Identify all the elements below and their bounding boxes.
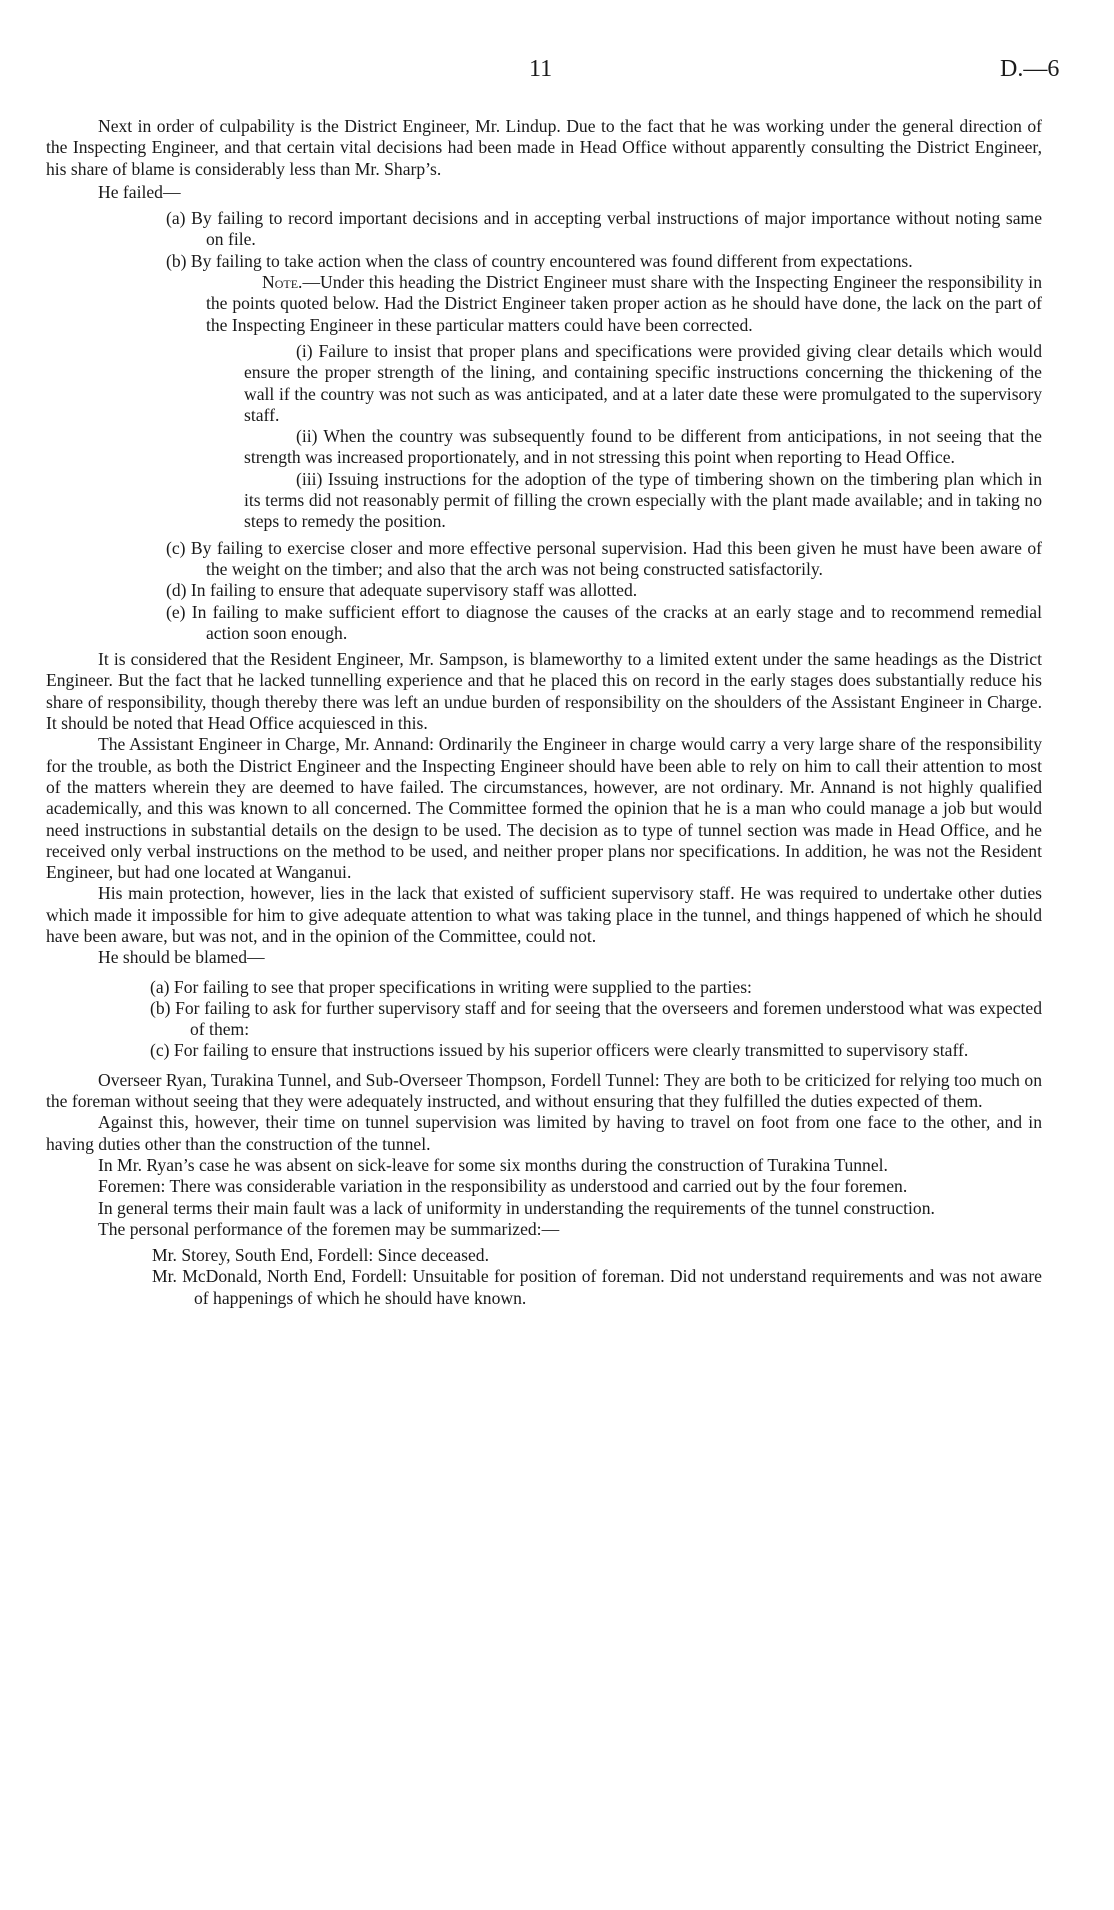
paragraph-foremen: Foremen: There was considerable variation in the responsibility as understood and carried out by the four foremen. [98, 1176, 908, 1197]
foreman-storey: Mr. Storey, South End, Fordell: Since deceased. [152, 1245, 489, 1266]
list-item-lindup-d: (d) In failing to ensure that adequate supervisory staff was allotted. [166, 580, 638, 601]
note-paragraph [46, 272, 1042, 336]
failed-intro: He failed— [98, 181, 181, 202]
paragraph-ryan: In Mr. Ryan’s case he was absent on sick-leave for some six months during the construction of Turakina Tunnel. [98, 1154, 888, 1175]
list-item-roman-iii: (iii) Issuing instructions for the adoption of the type of timbering shown on the timbering plan which in its terms did not reasonably permit of filling the crown especially with the plant made available; and in taking no steps to remedy the position. [244, 468, 1042, 532]
page-number: 11 [529, 56, 553, 82]
paragraph-summary: The personal performance of the foremen may be summarized:— [98, 1218, 560, 1239]
note-text: —Under this heading the District Engineer must share with the Inspecting Engineer the responsibility in the points quoted below. Had the District Engineer taken proper action as he should have done, the lack on the part of the Inspecting Engineer in these particular matters could have been corrected. [206, 272, 1042, 335]
paragraph-overseers: Overseer Ryan, Turakina Tunnel, and Sub-Overseer Thompson, Fordell Tunnel: They are both to be criticized for relying too much on the foreman without seeing that they were adequately instructed, and without ensuring that they fulfilled the duties expected of them. [46, 1069, 1042, 1112]
paragraph-against: Against this, however, their time on tunnel supervision was limited by having to travel on foot from one face to the other, and in having duties other than the construction of the tunnel. [46, 1112, 1042, 1154]
list-item-roman-ii: (ii) When the country was subsequently found to be different from anticipations, in not seeing that the strength was increased proportionately, and in not stressing this point when reporting to Head Office. [244, 426, 1042, 468]
page-header [0, 56, 1114, 86]
list-item-annand-c: (c) For failing to ensure that instructions issued by his superior officers were clearly transmitted to supervisory staff. [150, 1040, 969, 1061]
list-item-lindup-a: (a) By failing to record important decisions and in accepting verbal instructions of major importance without noting same on file. [166, 208, 1042, 250]
paragraph-annand: The Assistant Engineer in Charge, Mr. Annand: Ordinarily the Engineer in charge would carry a very large share of the responsibility for the trouble, as both the District Engineer and the Inspecting Engineer should have been able to rely on him to call their attention to most of the matters wherein they are deemed to have failed. The circumstances, however, are not ordinary. Mr. Annand is not highly qualified academically, and this was known to all concerned. The Committee formed the opinion that he is a man who could manage a job but would need instructions in substantial details on the design to be used. The decision as to type of tunnel section was made in Head Office, and he received only verbal instructions on the method to be used, and neither proper plans nor specifications. In addition, he was not the Resident Engineer, but had one located at Wanganui. [46, 734, 1042, 883]
list-item-lindup-e: (e) In failing to make sufficient effort to diagnose the causes of the cracks at an early stage and to recommend remedial action soon enough. [166, 601, 1042, 643]
blamed-intro: He should be blamed— [98, 947, 265, 968]
document-reference: D.—6 [1000, 56, 1060, 82]
body-text [46, 116, 1042, 1309]
list-item-lindup-b: (b) By failing to take action when the class of country encountered was found different from expectations. [166, 250, 913, 271]
paragraph-lindup: Next in order of culpability is the District Engineer, Mr. Lindup. Due to the fact that he was working under the general direction of the Inspecting Engineer, and that certain vital decisions had been made in Head Office without apparently consulting the District Engineer, his share of blame is considerably less than Mr. Sharp’s. [46, 116, 1042, 179]
paragraph-general: In general terms their main fault was a lack of uniformity in understanding the requirements of the tunnel construction. [98, 1197, 935, 1218]
paragraph-protection: His main protection, however, lies in the lack that existed of sufficient supervisory staff. He was required to undertake other duties which made it impossible for him to give adequate attention to what was taking place in the tunnel, and things happened of which he should have been aware, but was not, and in the opinion of the Committee, could not. [46, 883, 1042, 946]
list-item-annand-b: (b) For failing to ask for further supervisory staff and for seeing that the overseers and foremen understood what was expected of them: [150, 997, 1042, 1040]
list-item-annand-a: (a) For failing to see that proper specifications in writing were supplied to the parties: [150, 976, 752, 997]
paragraph-sampson: It is considered that the Resident Engineer, Mr. Sampson, is blameworthy to a limited extent under the same headings as the District Engineer. But the fact that he lacked tunnelling experience and that he placed this on record in the early stages does substantially reduce his share of responsibility, though thereby there was left an undue burden of responsibility on the shoulders of the Assistant Engineer in Charge. It should be noted that Head Office acquiesced in this. [46, 649, 1042, 734]
foreman-mcdonald: Mr. McDonald, North End, Fordell: Unsuitable for position of foreman. Did not understand requirements and was not aware of happenings of which he should have known. [152, 1266, 1042, 1308]
note-label: Note. [262, 272, 303, 293]
list-item-roman-i: (i) Failure to insist that proper plans and specifications were provided giving clear details which would ensure the proper strength of the lining, and containing specific instructions concerning the thickening of the wall if the country was not such as was anticipated, and at a later date these were promulgated to the supervisory staff. [244, 340, 1042, 425]
list-item-lindup-c: (c) By failing to exercise closer and more effective personal supervision. Had this been given he must have been aware of the weight on the timber; and also that the arch was not being constructed satisfactorily. [166, 537, 1042, 579]
